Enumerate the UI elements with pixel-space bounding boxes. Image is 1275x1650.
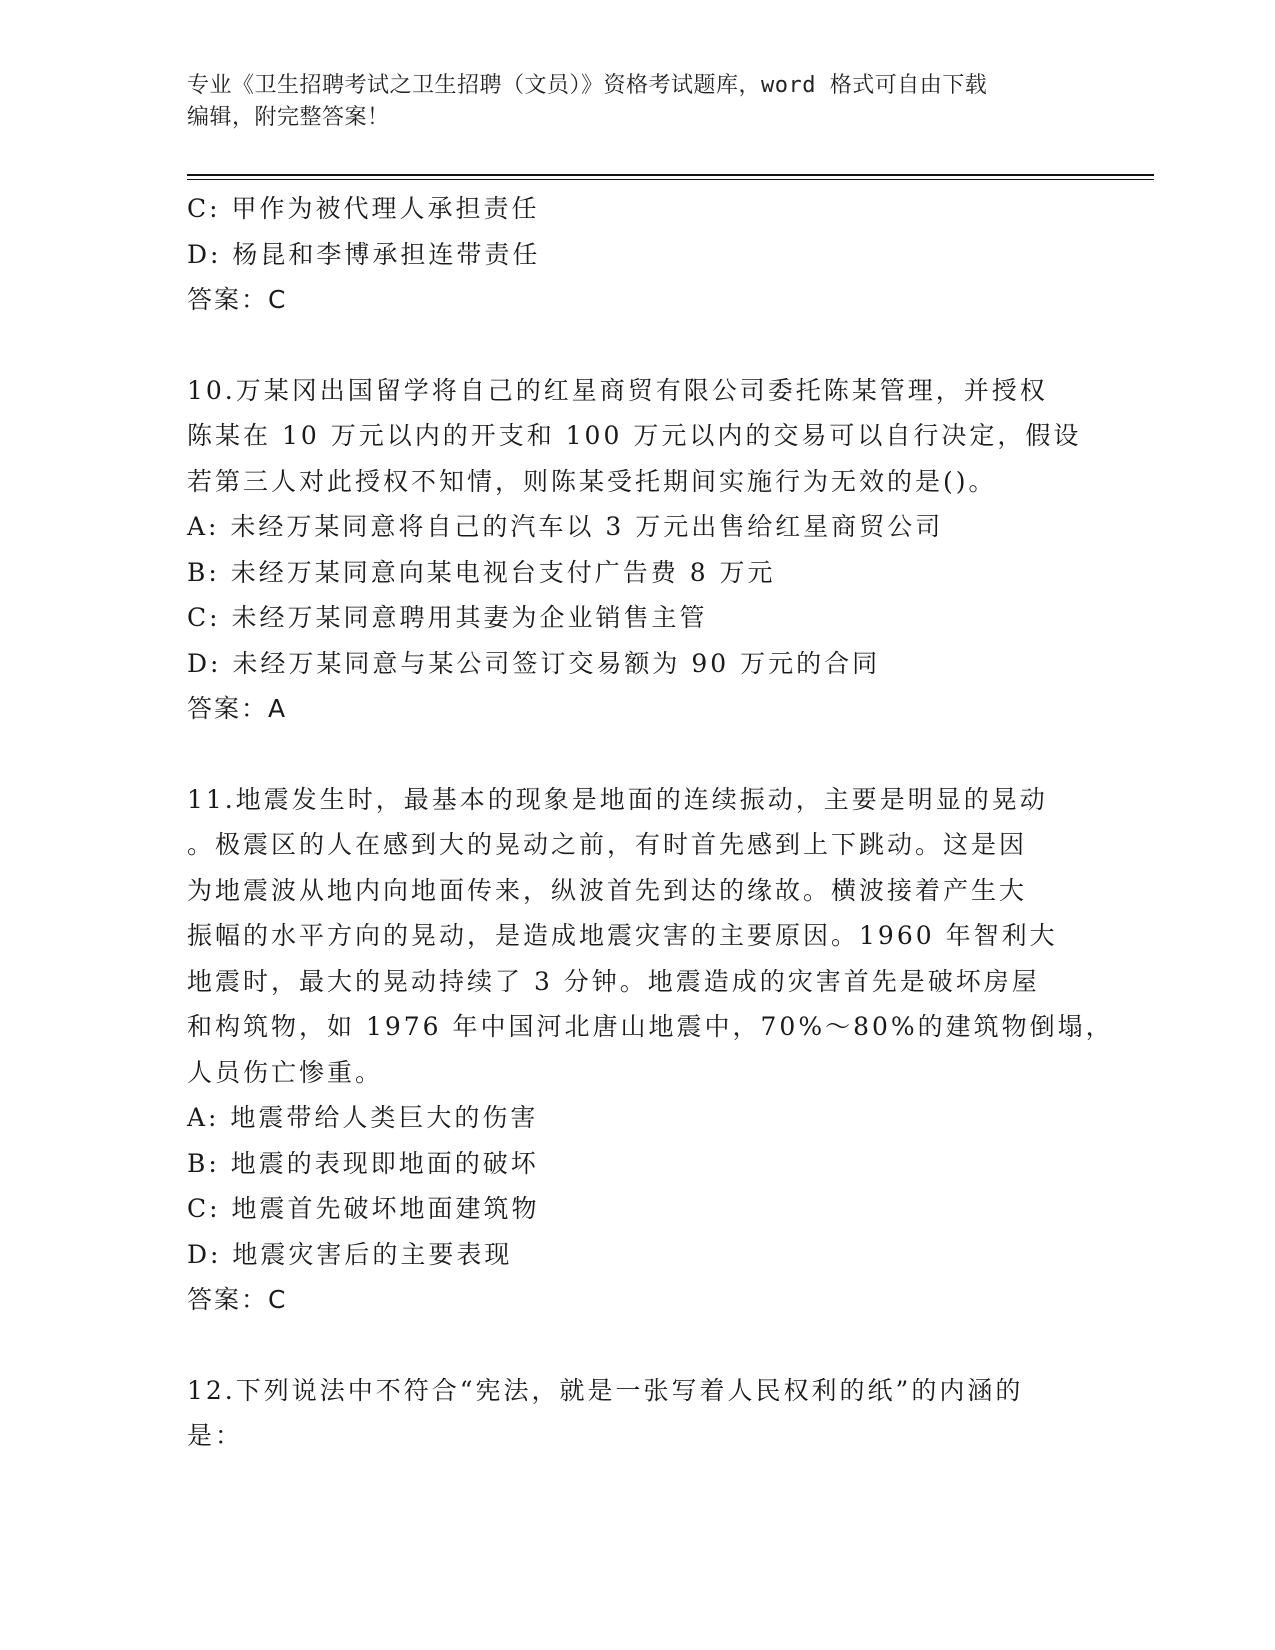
answer-line: 答案：C bbox=[187, 285, 288, 314]
spacer bbox=[187, 1323, 1067, 1368]
answer-line: 答案：A bbox=[187, 694, 288, 723]
question-text-line: 人员伤亡惨重。 bbox=[187, 1057, 384, 1087]
answer-line: 答案：C bbox=[187, 1285, 288, 1314]
question-text-line: 和构筑物，如 1976 年中国河北唐山地震中，70%～80%的建筑物倒塌， bbox=[187, 1012, 1114, 1041]
divider-thick-line bbox=[187, 174, 1154, 176]
question-text-line: 陈某在 10 万元以内的开支和 100 万元以内的交易可以自行决定，假设 bbox=[187, 421, 1082, 450]
question-12 bbox=[187, 1368, 1067, 1459]
option-d: D: 未经万某同意与某公司签订交易额为 90 万元的合同 bbox=[187, 648, 881, 678]
option-b: B: 地震的表现即地面的破坏 bbox=[187, 1148, 539, 1178]
option-b: B: 未经万某同意向某电视台支付广告费 8 万元 bbox=[187, 557, 776, 587]
header-line-1: 专业《卫生招聘考试之卫生招聘（文员）》资格考试题库，word 格式可自由下载 bbox=[187, 73, 988, 98]
spacer bbox=[187, 732, 1067, 777]
header-line-2: 编辑，附完整答案！ bbox=[187, 105, 390, 130]
question-10 bbox=[187, 368, 1082, 732]
question-text-line: 振幅的水平方向的晃动，是造成地震灾害的主要原因。1960 年智利大 bbox=[187, 921, 1058, 950]
divider-thin-line bbox=[187, 179, 1154, 180]
option-a: A: 地震带给人类巨大的伤害 bbox=[187, 1103, 539, 1132]
option-a: A: 未经万某同意将自己的汽车以 3 万元出售给红星商贸公司 bbox=[187, 512, 944, 541]
document-header bbox=[187, 70, 1187, 134]
question-11 bbox=[187, 777, 1114, 1323]
option-c: C: 地震首先破坏地面建筑物 bbox=[187, 1194, 540, 1223]
question-text-line: 为地震波从地内向地面传来，纵波首先到达的缘故。横波接着产生大 bbox=[187, 875, 1028, 905]
option-c: C: 未经万某同意聘用其妻为企业销售主管 bbox=[187, 603, 708, 632]
option-c: C: 甲作为被代理人承担责任 bbox=[187, 194, 540, 223]
question-text-line: 10.万某冈出国留学将自己的红星商贸有限公司委托陈某管理，并授权 bbox=[187, 375, 1048, 405]
question-text-line: 12.下列说法中不符合“宪法，就是一张写着人民权利的纸”的内涵的 bbox=[187, 1375, 1024, 1405]
option-d: D: 地震灾害后的主要表现 bbox=[187, 1239, 513, 1269]
question-text-line: 是： bbox=[187, 1421, 244, 1450]
spacer bbox=[187, 323, 1067, 368]
question-text-line: 地震时，最大的晃动持续了 3 分钟。地震造成的灾害首先是破坏房屋 bbox=[187, 966, 1040, 996]
question-text-line: 若第三人对此授权不知情，则陈某受托期间实施行为无效的是()。 bbox=[187, 466, 997, 496]
document-body bbox=[187, 186, 1114, 1459]
question-9-tail bbox=[187, 186, 1067, 323]
option-d: D: 杨昆和李博承担连带责任 bbox=[187, 239, 541, 269]
question-text-line: 。极震区的人在感到大的晃动之前，有时首先感到上下跳动。这是因 bbox=[187, 830, 1028, 859]
header-divider bbox=[187, 174, 1154, 180]
question-text-line: 11.地震发生时，最基本的现象是地面的连续振动，主要是明显的晃动 bbox=[187, 784, 1048, 814]
